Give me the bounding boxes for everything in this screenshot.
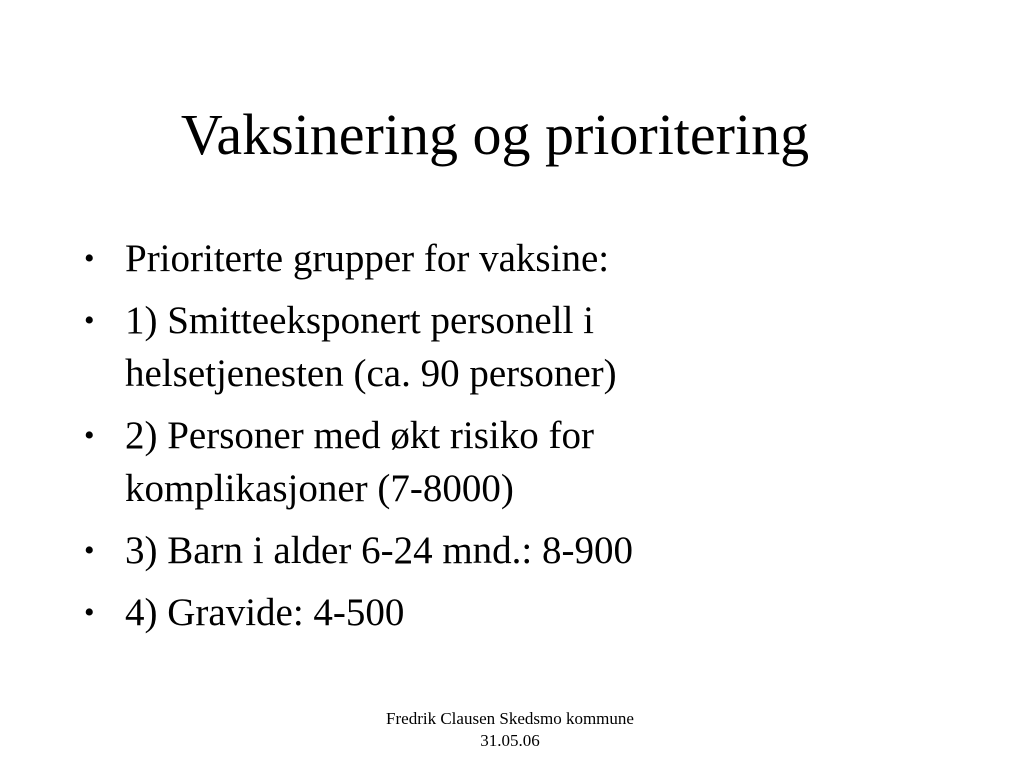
footer-author: Fredrik Clausen Skedsmo kommune bbox=[386, 709, 634, 728]
bullet-icon: • bbox=[84, 596, 95, 629]
bullet-item bbox=[84, 586, 784, 639]
bullet-icon: • bbox=[84, 304, 95, 337]
bullet-item bbox=[84, 294, 784, 400]
bullet-icon: • bbox=[84, 419, 95, 452]
bullet-item bbox=[84, 524, 784, 577]
bullet-icon: • bbox=[84, 242, 95, 275]
bullet-text: 1) Smitteeksponert personell i helsetjenesten (ca. 90 personer) bbox=[125, 299, 617, 395]
bullet-icon: • bbox=[84, 534, 95, 567]
bullet-text: 2) Personer med økt risiko for komplikasjoner (7-8000) bbox=[125, 414, 594, 510]
bullet-text: 4) Gravide: 4-500 bbox=[125, 591, 405, 634]
footer bbox=[300, 708, 720, 752]
slide-title: Vaksinering og prioritering bbox=[180, 102, 810, 167]
bullet-item bbox=[84, 409, 784, 515]
bullet-item bbox=[84, 232, 784, 285]
bullet-text: Prioriterte grupper for vaksine: bbox=[125, 237, 610, 280]
footer-date: 31.05.06 bbox=[480, 731, 540, 750]
bullet-list bbox=[84, 232, 784, 648]
bullet-text: 3) Barn i alder 6-24 mnd.: 8-900 bbox=[125, 529, 633, 572]
